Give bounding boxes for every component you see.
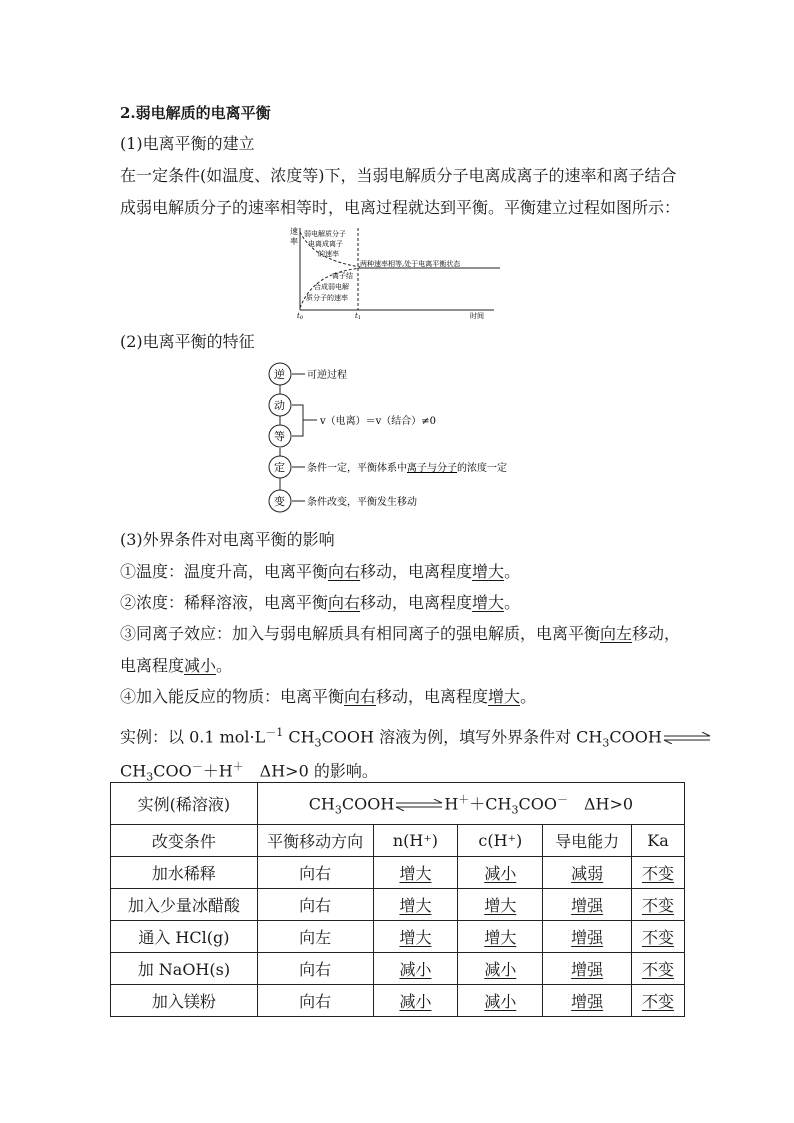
label-dynamic: 动	[274, 399, 285, 412]
table-header-row	[111, 783, 685, 825]
table-cell: 不变	[632, 953, 685, 985]
col-header: 改变条件	[111, 825, 258, 857]
section-title: 2.弱电解质的电离平衡	[120, 104, 271, 122]
heading-features: (2)电离平衡的特征	[120, 332, 255, 351]
table-column-row	[111, 825, 685, 857]
table-cell: 增强	[543, 889, 632, 921]
table-cell: 向右	[257, 985, 373, 1017]
table-row	[111, 889, 685, 921]
t1-label: t1	[355, 312, 362, 321]
table-cell: 不变	[632, 985, 685, 1017]
curve2-label-1: 离子结	[332, 272, 353, 280]
factor-temperature: ①温度：温度升高，电离平衡向右移动，电离程度增大。	[120, 562, 521, 581]
table-cell: 增强	[543, 985, 632, 1017]
example-line-2: $CH_3COO^-+H^+$ ΔH>0 的影响。	[120, 760, 378, 784]
y-label-1: 速	[290, 227, 298, 236]
table-cell: 加入镁粉	[111, 985, 258, 1017]
x-label: 时间	[470, 312, 484, 320]
table-cell: 向右	[257, 953, 373, 985]
y-label-2: 率	[290, 237, 298, 246]
table-header-equation: $CH_3COOH$ $H^++CH_3COO^-$ ΔH>0	[257, 783, 684, 825]
equal-note: 两种速率相等,处于电离平衡状态	[360, 260, 461, 268]
table-cell: 增大	[373, 889, 458, 921]
table-row	[111, 953, 685, 985]
t0-label: t0	[297, 312, 304, 321]
rate-time-figure	[280, 222, 510, 322]
factor-common-ion: ③同离子效应：加入与弱电解质具有相同离子的强电解质，电离平衡向左移动，	[120, 624, 681, 643]
table-cell: 增大	[458, 921, 543, 953]
table-cell: 加水稀释	[111, 857, 258, 889]
table-cell: 增大	[458, 889, 543, 921]
table-cell: 减小	[458, 985, 543, 1017]
label-fixed: 定	[274, 461, 285, 474]
col-header: Ka	[632, 825, 685, 857]
curve1-label-3: 的速率	[318, 250, 339, 258]
table-cell: 增大	[373, 921, 458, 953]
text-change: 条件改变，平衡发生移动	[307, 497, 417, 508]
label-equal: 等	[274, 430, 285, 443]
table-cell: 向左	[257, 921, 373, 953]
table-row	[111, 921, 685, 953]
col-header: c(H⁺)	[458, 825, 543, 857]
heading-establishment: (1)电离平衡的建立	[120, 134, 255, 153]
table-cell: 向右	[257, 857, 373, 889]
table-cell: 加 NaOH(s)	[111, 953, 258, 985]
table-row	[111, 857, 685, 889]
paragraph-line-1: 在一定条件(如温度、浓度等)下，当弱电解质分子电离成离子的速率和离子结合	[120, 166, 677, 185]
curve1-label-2: 电离成离子	[308, 240, 343, 248]
table-header-label: 实例(稀溶液)	[111, 783, 258, 825]
table-cell: 不变	[632, 889, 685, 921]
equilibrium-arrow-icon	[394, 799, 444, 811]
effects-table	[110, 782, 685, 1017]
table-cell: 减小	[373, 953, 458, 985]
table-cell: 加入少量冰醋酸	[111, 889, 258, 921]
col-header: 平衡移动方向	[257, 825, 373, 857]
table-cell: 增强	[543, 921, 632, 953]
table-cell: 减小	[458, 857, 543, 889]
text-reversible: 可逆过程	[307, 370, 347, 381]
col-header: n(H⁺)	[373, 825, 458, 857]
table-cell: 通入 HCl(g)	[111, 921, 258, 953]
factor-concentration: ②浓度：稀释溶液，电离平衡向右移动，电离程度增大。	[120, 593, 521, 612]
table-cell: 减弱	[543, 857, 632, 889]
table-cell: 增强	[543, 953, 632, 985]
table-row	[111, 985, 685, 1017]
table-cell: 不变	[632, 921, 685, 953]
curve2-label-2: 合成弱电解	[314, 283, 349, 291]
text-fixed: 条件一定，平衡体系中离子与分子的浓度一定	[307, 463, 507, 474]
curve1-label-1: 弱电解质分子	[304, 230, 346, 238]
table-cell: 增大	[373, 857, 458, 889]
bracket	[292, 405, 317, 436]
paragraph-line-2: 成弱电解质分子的速率相等时，电离过程就达到平衡。平衡建立过程如图所示：	[120, 198, 681, 217]
equilibrium-arrow-icon	[662, 732, 712, 744]
label-reversible: 逆	[274, 368, 285, 381]
text-rates: v（电离）＝v（结合）≠0	[320, 416, 437, 427]
curve2-label-3: 质分子的速率	[306, 294, 348, 302]
table-cell: 向右	[257, 889, 373, 921]
table-cell: 不变	[632, 857, 685, 889]
table-cell: 减小	[458, 953, 543, 985]
factor-reactant: ④加入能反应的物质：电离平衡向右移动，电离程度增大。	[120, 687, 537, 706]
factor-common-ion-cont: 电离程度减小。	[120, 656, 233, 675]
col-header: 导电能力	[543, 825, 632, 857]
heading-factors: (3)外界条件对电离平衡的影响	[120, 530, 335, 549]
table-cell: 减小	[373, 985, 458, 1017]
label-change: 变	[274, 495, 285, 508]
example-line-1: 实例：以 0.1 $mol\cdot L^{-1}$ $CH_3COOH$ 溶液为例，填写外界条件对 $CH_3COOH$	[120, 723, 712, 754]
features-diagram	[265, 360, 555, 515]
